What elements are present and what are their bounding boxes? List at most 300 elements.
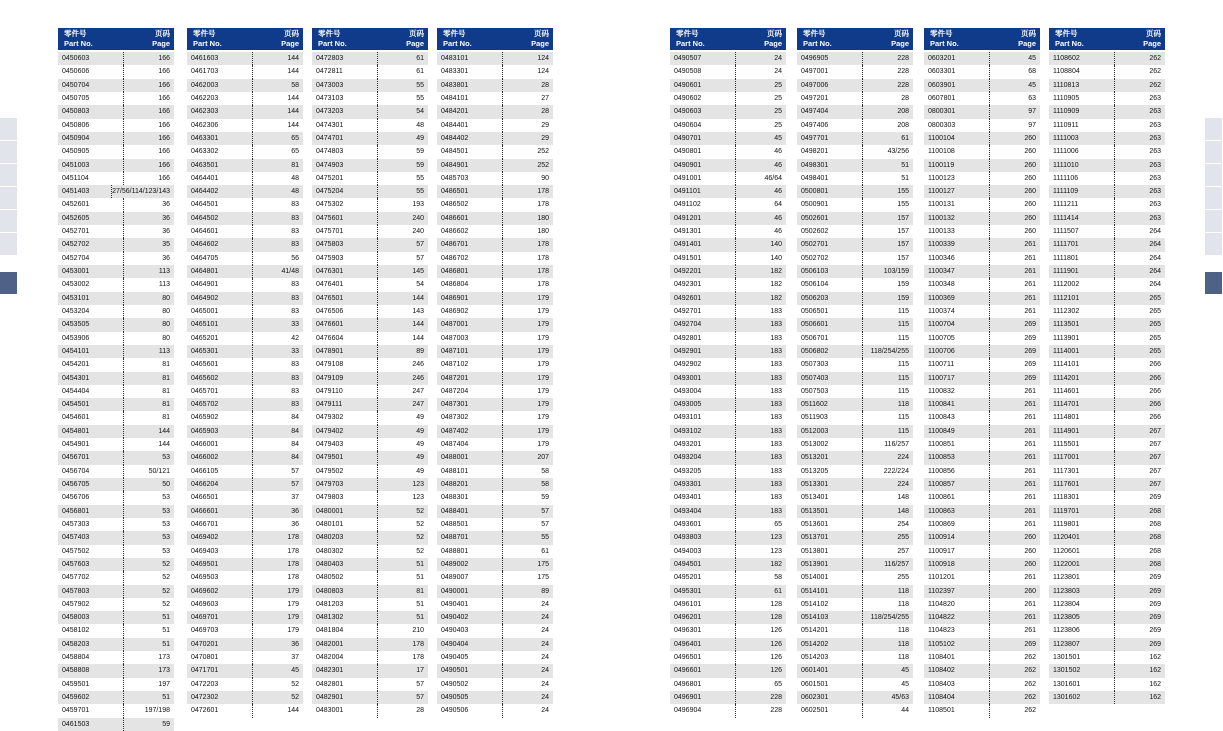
section-tab[interactable] xyxy=(0,164,17,186)
part-number: 0472302 xyxy=(187,691,253,704)
page-number: 24 xyxy=(541,654,549,662)
part-number: 0800301 xyxy=(924,105,990,118)
table-row xyxy=(924,585,1040,598)
page-number: 263 xyxy=(1149,134,1161,142)
page-number: 115 xyxy=(897,307,909,315)
table-row xyxy=(187,292,303,305)
page-number: 54 xyxy=(416,281,424,289)
part-number: 0476506 xyxy=(312,305,378,318)
page-number: 118/254/255 xyxy=(870,347,909,355)
table-row xyxy=(1049,425,1165,438)
table-row xyxy=(797,185,913,198)
table-row xyxy=(924,491,1040,504)
page-number: 49 xyxy=(416,414,424,422)
part-number: 0514201 xyxy=(797,624,863,637)
section-tab[interactable] xyxy=(1205,164,1222,186)
part-number: 0452704 xyxy=(58,252,124,265)
page-number: 48 xyxy=(291,188,299,196)
page-number: 162 xyxy=(1149,667,1161,675)
section-tab[interactable] xyxy=(1205,210,1222,232)
page-number: 175 xyxy=(537,560,549,568)
section-tab[interactable] xyxy=(0,233,17,255)
table-row xyxy=(670,571,786,584)
index-column-4 xyxy=(437,28,553,718)
section-tab-active[interactable] xyxy=(0,272,17,294)
part-number: 0458203 xyxy=(58,638,124,651)
page-number: 252 xyxy=(537,148,549,156)
part-number: 0453505 xyxy=(58,318,124,331)
table-row xyxy=(437,212,553,225)
section-tab[interactable] xyxy=(0,210,17,232)
page-number: 118 xyxy=(897,587,909,595)
page-number: 126 xyxy=(770,667,782,675)
part-number: 1110813 xyxy=(1049,79,1115,92)
table-row xyxy=(797,52,913,65)
table-row xyxy=(312,598,428,611)
page-number: 144 xyxy=(287,68,299,76)
page-number: 33 xyxy=(291,321,299,329)
page-number: 123 xyxy=(412,494,424,502)
page-number: 266 xyxy=(1149,401,1161,409)
part-number: 0479703 xyxy=(312,478,378,491)
table-row xyxy=(312,212,428,225)
table-row xyxy=(437,505,553,518)
section-tab[interactable] xyxy=(1205,118,1222,140)
table-row xyxy=(187,505,303,518)
page-number: 51 xyxy=(162,614,170,622)
part-number: 0493201 xyxy=(670,438,736,451)
section-tab[interactable] xyxy=(1205,141,1222,163)
part-number: 0502602 xyxy=(797,225,863,238)
part-number: 0484501 xyxy=(437,145,503,158)
column-header xyxy=(797,28,913,50)
part-number: 0484201 xyxy=(437,105,503,118)
table-row xyxy=(312,624,428,637)
table-row xyxy=(1049,598,1165,611)
part-number: 0488801 xyxy=(437,545,503,558)
part-number: 0492201 xyxy=(670,265,736,278)
page-number: 144 xyxy=(412,321,424,329)
page-number: 80 xyxy=(162,321,170,329)
part-number: 1111414 xyxy=(1049,212,1115,225)
table-row xyxy=(797,411,913,424)
part-number: 0500801 xyxy=(797,185,863,198)
part-number: 0491001 xyxy=(670,172,736,185)
page-number: 179 xyxy=(287,587,299,595)
page-number: 123 xyxy=(412,481,424,488)
page-heading: 页码 Page xyxy=(152,29,170,48)
part-number: 1114601 xyxy=(1049,385,1115,398)
part-number: 0506103 xyxy=(797,265,863,278)
part-number: 0491301 xyxy=(670,225,736,238)
table-row xyxy=(187,318,303,331)
table-row xyxy=(312,438,428,451)
part-number: 0478901 xyxy=(312,345,378,358)
part-number: 0607801 xyxy=(924,92,990,105)
page-number: 81 xyxy=(162,374,170,382)
table-row xyxy=(670,598,786,611)
part-number: 0490604 xyxy=(670,119,736,132)
section-tab[interactable] xyxy=(0,141,17,163)
table-row xyxy=(1049,558,1165,571)
table-row xyxy=(797,531,913,544)
table-row xyxy=(437,278,553,291)
page-number: 179 xyxy=(537,347,549,355)
section-tab[interactable] xyxy=(0,187,17,209)
table-row xyxy=(797,664,913,677)
table-row xyxy=(797,478,913,491)
part-number: 0454404 xyxy=(58,385,124,398)
table-row xyxy=(1049,212,1165,225)
part-number: 1114101 xyxy=(1049,358,1115,371)
page-number: 51 xyxy=(162,694,170,701)
page-number: 24 xyxy=(541,707,549,715)
table-row xyxy=(312,372,428,385)
table-row xyxy=(797,491,913,504)
part-number: 1100119 xyxy=(924,159,990,172)
table-row xyxy=(797,79,913,92)
page-number: 59 xyxy=(162,720,170,728)
section-tab[interactable] xyxy=(1205,233,1222,255)
table-row xyxy=(58,571,174,584)
part-number: 1101201 xyxy=(924,571,990,584)
page-number: 178 xyxy=(412,654,424,662)
table-row xyxy=(924,505,1040,518)
table-row xyxy=(437,225,553,238)
part-number: 0513601 xyxy=(797,518,863,531)
table-row xyxy=(670,398,786,411)
part-number: 0465301 xyxy=(187,345,253,358)
table-row xyxy=(670,585,786,598)
page-number: 257 xyxy=(897,547,909,555)
page-number: 262 xyxy=(1024,707,1036,715)
page-number: 162 xyxy=(1149,694,1161,701)
page-number: 29 xyxy=(541,134,549,142)
part-number: 0452605 xyxy=(58,212,124,225)
page-number: 166 xyxy=(158,134,170,142)
page-number: 261 xyxy=(1024,494,1036,502)
part-number: 1108501 xyxy=(924,704,990,717)
column-rows xyxy=(312,52,428,718)
page-number: 265 xyxy=(1149,294,1161,302)
table-row xyxy=(312,425,428,438)
part-number: 0506802 xyxy=(797,345,863,358)
part-number: 1100917 xyxy=(924,545,990,558)
part-number: 0450904 xyxy=(58,132,124,145)
page-number: 178 xyxy=(537,188,549,196)
part-number: 0486502 xyxy=(437,198,503,211)
page-number: 128 xyxy=(770,600,782,608)
part-number: 1120401 xyxy=(1049,531,1115,544)
table-row xyxy=(58,252,174,265)
page-number: 55 xyxy=(416,188,424,196)
page-heading: 页码 Page xyxy=(764,29,782,48)
page-number: 57 xyxy=(416,254,424,262)
page-number: 179 xyxy=(537,361,549,369)
page-number: 52 xyxy=(416,507,424,515)
part-number: 0453101 xyxy=(58,292,124,305)
page-number: 49 xyxy=(416,441,424,449)
part-number: 0473003 xyxy=(312,79,378,92)
table-row xyxy=(187,159,303,172)
page-number: 65 xyxy=(291,148,299,156)
page-number: 254 xyxy=(897,520,909,528)
part-number: 0487101 xyxy=(437,345,503,358)
table-row xyxy=(924,598,1040,611)
table-row xyxy=(58,624,174,637)
page-number: 180 xyxy=(537,214,549,222)
part-number: 0450606 xyxy=(58,65,124,78)
part-number: 0490401 xyxy=(437,598,503,611)
part-number: 0451104 xyxy=(58,172,124,185)
part-number: 0490501 xyxy=(437,664,503,677)
part-number: 0513701 xyxy=(797,531,863,544)
table-row xyxy=(437,198,553,211)
section-tab-active[interactable] xyxy=(1205,272,1222,294)
table-row xyxy=(670,132,786,145)
part-number: 0603901 xyxy=(924,79,990,92)
part-number: 0483101 xyxy=(437,52,503,65)
table-row xyxy=(670,225,786,238)
page-heading: 页码 Page xyxy=(1018,29,1036,48)
part-number: 0493005 xyxy=(670,398,736,411)
column-rows xyxy=(187,52,303,718)
table-row xyxy=(670,105,786,118)
part-number: 0450905 xyxy=(58,145,124,158)
part-number: 0479803 xyxy=(312,491,378,504)
table-row xyxy=(670,491,786,504)
page-number: 178 xyxy=(412,640,424,648)
part-number: 1100123 xyxy=(924,172,990,185)
part-number: 0506701 xyxy=(797,332,863,345)
table-row xyxy=(187,398,303,411)
page-number: 90 xyxy=(541,174,549,182)
part-number: 0492701 xyxy=(670,305,736,318)
page-number: 61 xyxy=(541,547,549,555)
table-row xyxy=(312,332,428,345)
part-number: 0482901 xyxy=(312,691,378,704)
part-number: 0491201 xyxy=(670,212,736,225)
table-row xyxy=(670,212,786,225)
table-row xyxy=(437,678,553,691)
page-number: 144 xyxy=(287,55,299,62)
part-number: 0482004 xyxy=(312,651,378,664)
table-row xyxy=(670,478,786,491)
table-row xyxy=(58,585,174,598)
column-rows xyxy=(1049,52,1165,704)
page-number: 55 xyxy=(416,94,424,102)
page-number: 89 xyxy=(541,587,549,595)
page-number: 269 xyxy=(1149,494,1161,502)
part-number: 1110905 xyxy=(1049,92,1115,105)
part-number: 0497006 xyxy=(797,79,863,92)
part-number: 0514001 xyxy=(797,571,863,584)
part-number: 0603301 xyxy=(924,65,990,78)
page-number: 53 xyxy=(162,454,170,462)
table-row xyxy=(312,278,428,291)
page-number: 24 xyxy=(541,640,549,648)
part-number: 1100108 xyxy=(924,145,990,158)
page-number: 51 xyxy=(416,560,424,568)
part-number: 0601401 xyxy=(797,664,863,677)
page-number: 80 xyxy=(162,307,170,315)
page-number: 263 xyxy=(1149,188,1161,196)
table-row xyxy=(1049,185,1165,198)
page-number: 210 xyxy=(412,627,424,635)
part-number: 0469503 xyxy=(187,571,253,584)
table-row xyxy=(437,292,553,305)
table-row xyxy=(924,105,1040,118)
part-number: 1100843 xyxy=(924,411,990,424)
table-row xyxy=(312,225,428,238)
table-row xyxy=(670,558,786,571)
table-row xyxy=(924,651,1040,664)
table-row xyxy=(312,318,428,331)
part-number: 1112002 xyxy=(1049,278,1115,291)
page-number: 155 xyxy=(897,188,909,196)
part-number: 0458102 xyxy=(58,624,124,637)
page-number: 58 xyxy=(541,467,549,475)
page-number: 261 xyxy=(1024,467,1036,475)
part-number: 1301601 xyxy=(1049,678,1115,691)
page-number: 52 xyxy=(162,587,170,595)
page-number: 179 xyxy=(537,334,549,342)
part-number: 0470801 xyxy=(187,651,253,664)
page-number: 265 xyxy=(1149,321,1161,329)
table-row xyxy=(797,571,913,584)
table-row xyxy=(58,132,174,145)
table-row xyxy=(670,611,786,624)
page-number: 59 xyxy=(416,161,424,169)
part-number: 0513801 xyxy=(797,545,863,558)
page-number: 45 xyxy=(774,134,782,142)
page-number: 261 xyxy=(1024,307,1036,315)
page-number: 24 xyxy=(541,667,549,675)
part-number: 0488001 xyxy=(437,451,503,464)
part-number: 0474803 xyxy=(312,145,378,158)
part-number: 0491501 xyxy=(670,252,736,265)
page-number: 61 xyxy=(416,55,424,62)
table-row xyxy=(312,198,428,211)
table-row xyxy=(924,358,1040,371)
table-row xyxy=(187,198,303,211)
page-number: 45 xyxy=(901,667,909,675)
column-header xyxy=(1049,28,1165,50)
page-number: 51 xyxy=(416,574,424,582)
part-number: 0462303 xyxy=(187,105,253,118)
part-number: 0487302 xyxy=(437,411,503,424)
table-row xyxy=(1049,585,1165,598)
page-number: 49 xyxy=(416,454,424,462)
page-number: 124 xyxy=(537,55,549,62)
page-number: 166 xyxy=(158,174,170,182)
table-row xyxy=(797,65,913,78)
page-number: 178 xyxy=(537,254,549,262)
table-row xyxy=(187,225,303,238)
table-row xyxy=(312,65,428,78)
part-number: 1111010 xyxy=(1049,159,1115,172)
part-number: 0486601 xyxy=(437,212,503,225)
part-number-heading: 零件号 Part No. xyxy=(193,29,222,48)
column-header xyxy=(437,28,553,50)
table-row xyxy=(1049,292,1165,305)
part-number: 0461603 xyxy=(187,52,253,65)
part-number: 0480403 xyxy=(312,558,378,571)
page-number: 115 xyxy=(897,321,909,329)
part-number: 0498201 xyxy=(797,145,863,158)
table-row xyxy=(1049,52,1165,65)
page-number: 113 xyxy=(158,281,170,289)
page-number: 115 xyxy=(897,334,909,342)
page-number: 246 xyxy=(412,374,424,382)
table-row xyxy=(58,438,174,451)
table-row xyxy=(187,345,303,358)
table-row xyxy=(797,638,913,651)
table-row xyxy=(437,545,553,558)
page-number: 157 xyxy=(897,241,909,249)
part-number: 0511903 xyxy=(797,411,863,424)
section-tab[interactable] xyxy=(0,118,17,140)
part-number: 0492704 xyxy=(670,318,736,331)
page-number: 261 xyxy=(1024,627,1036,635)
part-number: 0469703 xyxy=(187,624,253,637)
page-number: 56 xyxy=(291,254,299,262)
part-number: 0491401 xyxy=(670,238,736,251)
part-number: 0463301 xyxy=(187,132,253,145)
table-row xyxy=(58,558,174,571)
table-row xyxy=(670,678,786,691)
table-row xyxy=(797,398,913,411)
part-number: 0465701 xyxy=(187,385,253,398)
part-number: 0464502 xyxy=(187,212,253,225)
table-row xyxy=(670,385,786,398)
page-number: 261 xyxy=(1024,401,1036,409)
table-row xyxy=(924,638,1040,651)
table-row xyxy=(58,598,174,611)
part-number: 0465902 xyxy=(187,411,253,424)
page-number: 263 xyxy=(1149,214,1161,222)
part-number: 0456706 xyxy=(58,491,124,504)
page-number: 49 xyxy=(416,134,424,142)
table-row xyxy=(312,478,428,491)
table-row xyxy=(437,119,553,132)
section-tab[interactable] xyxy=(1205,187,1222,209)
page-number: 83 xyxy=(291,228,299,236)
page-number: 175 xyxy=(537,574,549,582)
part-number: 0496905 xyxy=(797,52,863,65)
page-number: 36 xyxy=(162,214,170,222)
table-row xyxy=(797,265,913,278)
part-number: 0450603 xyxy=(58,52,124,65)
table-row xyxy=(58,185,174,198)
page-number: 157 xyxy=(897,214,909,222)
part-number: 0486501 xyxy=(437,185,503,198)
part-number: 0496601 xyxy=(670,664,736,677)
part-number: 0454501 xyxy=(58,398,124,411)
table-row xyxy=(58,372,174,385)
page-number: 36 xyxy=(162,254,170,262)
part-number: 0464402 xyxy=(187,185,253,198)
table-row xyxy=(924,145,1040,158)
part-number: 0603201 xyxy=(924,52,990,65)
part-number: 0800303 xyxy=(924,119,990,132)
table-row xyxy=(670,345,786,358)
page-number: 63 xyxy=(1028,94,1036,102)
page-number: 46 xyxy=(774,228,782,236)
page-number: 178 xyxy=(537,241,549,249)
page-number: 193 xyxy=(412,201,424,209)
table-row xyxy=(1049,278,1165,291)
